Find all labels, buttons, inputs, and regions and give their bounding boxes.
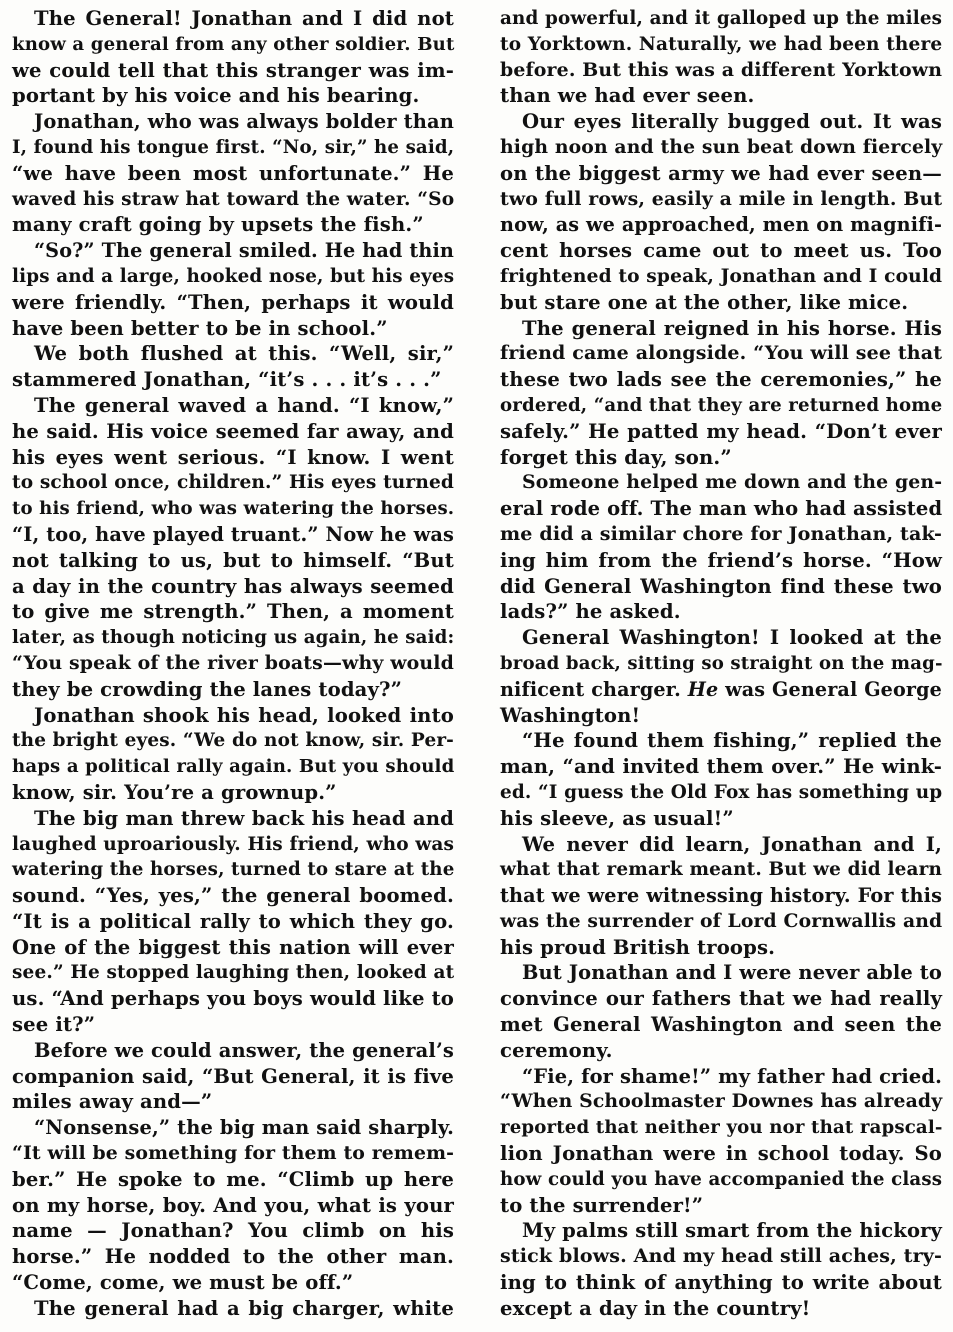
text-line: ceremony. [500,1038,613,1062]
text-line: the bright eyes. “We do not know, sir. Per- [12,730,454,752]
text-line: how could you have accompanied the class [500,1168,943,1190]
text-line: to Yorktown. Naturally, we had been there [500,33,943,55]
text-line: man, “and invited them over.” He wink- [500,755,942,779]
text-line: companion said, “But General, it is five [12,1064,454,1088]
text-line: The general waved a hand. “I know,” [34,393,454,417]
text-line: we could tell that this stranger was im- [12,58,454,82]
text-line: laughed uproariously. His friend, who was [12,833,455,855]
text-line: The General! Jonathan and I did not [34,7,454,30]
text-line: to give me strength.” Then, a moment [12,600,454,624]
text-line: frightened to speak, Jonathan and I could [500,265,943,287]
text-line: was the surrender of Lord Cornwallis and [500,909,943,932]
text-line: Our eyes literally bugged out. It was [522,110,942,134]
text-line: “When Schoolmaster Downes has already [500,1090,943,1113]
text-line: know a general from any other soldier. But [12,33,455,55]
text-line: lion Jonathan were in school today. So [500,1142,942,1166]
text-line: but stare one at the other, like mice. [500,290,909,314]
text-line: have been better to be in school.” [12,316,388,340]
text-line: than we had ever seen. [500,84,755,108]
text-line: Washington! [500,703,641,727]
text-line: his sleeve, as usual!” [500,806,734,830]
text-line: on the biggest army we had ever seen— [500,161,942,185]
text-line: reported that neither you nor that rapscal- [500,1117,943,1139]
text-line: name — Jonathan? You climb on his [12,1219,454,1243]
text-line: they be crowding the lanes today?” [12,677,403,701]
left-text-column [12,6,454,1322]
text-line: what that remark meant. But we did learn [500,859,942,881]
text-line: “we have been most unfortunate.” He [12,161,454,185]
text-line: eral rode off. The man who had assisted [500,497,943,521]
text-line: “It is a political rally to which they go. [12,909,454,933]
text-line: We never did learn, Jonathan and I, [522,832,942,856]
text-line: his proud British troops. [500,935,776,959]
text-line: stammered Jonathan, “it’s . . . it’s . . .” [12,368,442,392]
text-line: The general had a big charger, white [34,1296,454,1320]
text-line: he said. His voice seemed far away, and [12,419,454,443]
text-line: these two lads see the ceremonies,” he [500,368,942,392]
text-line: did General Washington find these two [500,574,942,598]
text-line: “Nonsense,” the big man said sharply. [34,1116,455,1140]
text-line: Jonathan, who was always bolder than [34,110,455,134]
text-line: that we were witnessing history. For this [500,884,943,908]
text-line: “It will be something for them to remem- [12,1142,455,1165]
text-line: The big man threw back his head and [34,806,454,830]
text-line: Someone helped me down and the gen- [522,471,943,494]
text-line: convince our fathers that we had really [500,987,942,1011]
right-text-column [500,6,942,1322]
text-line: later, as though noticing us again, he said: [12,627,455,649]
text-line: a day in the country has always seemed [12,574,454,598]
text-line: ing him from the friend’s horse. “How [500,548,942,572]
text-line: know, sir. You’re a grownup.” [12,780,337,804]
text-line: “You speak of the river boats—why would [12,651,454,674]
text-line: “Fie, for shame!” my father had cried. [522,1064,943,1088]
text-line: We both flushed at this. “Well, sir,” [34,342,454,366]
text-line: sound. “Yes, yes,” the general boomed. [12,884,454,908]
text-line: broad back, sitting so straight on the mag- [500,652,943,674]
text-line: “So?” The general smiled. He had thin [34,239,454,263]
text-line: two full rows, easily a mile in length. But [500,187,943,210]
text-line: Jonathan shook his head, looked into [34,703,454,727]
text-line: waved his straw hat toward the water. “So [12,188,455,210]
text-line: nificent charger. He was General George [500,677,942,701]
text-line: horse.” He nodded to the other man. [12,1245,454,1269]
text-line: I, found his tongue first. “No, sir,” he said, [12,136,455,158]
text-line: forget this day, son.” [500,445,732,469]
text-line: General Washington! I looked at the [522,626,942,650]
text-line: haps a political rally again. But you should [12,756,455,778]
text-line: high noon and the sun beat down fiercely [500,135,943,158]
text-line: One of the biggest this nation will ever [12,935,454,959]
text-line: to his friend, who was watering the horses. [12,498,455,520]
text-line: The general reigned in his horse. His [522,316,942,340]
text-line: “He found them fishing,” replied the [522,729,942,753]
text-line: on my horse, boy. And you, what is your [12,1193,454,1217]
text-line: met General Washington and seen the [500,1013,942,1037]
text-line: friend came alongside. “You will see that [500,342,943,365]
text-line: now, as we approached, men on magnifi- [500,213,943,237]
text-line: to the surrender!” [500,1193,704,1217]
text-line: ing to think of anything to write about [500,1271,942,1295]
text-line: ordered, “and that they are returned home [500,394,943,416]
text-line: portant by his voice and his bearing. [12,84,420,108]
text-line: “Come, come, we must be off.” [12,1271,354,1295]
text-line: Before we could answer, the general’s [34,1038,455,1062]
text-line: many craft going by upsets the fish.” [12,213,424,237]
text-line: to school once, children.” His eyes turned [12,472,454,494]
text-line: watering the horses, turned to stare at the [12,859,455,881]
text-line: were friendly. “Then, perhaps it would [12,290,454,314]
text-line: us. “And perhaps you boys would like to [12,987,454,1011]
text-line: not talking to us, but to himself. “But [12,548,454,572]
text-line: stick blows. And my head still aches, try- [500,1245,943,1268]
text-line: lips and a large, hooked nose, but his eyes [12,265,455,287]
text-line: me did a similar chore for Jonathan, tak- [500,522,943,545]
text-line: before. But this was a different Yorktown [500,58,943,81]
text-line: ed. “I guess the Old Fox has something up [500,781,943,803]
text-line: miles away and—” [12,1090,213,1114]
text-line: My palms still smart from the hickory [522,1219,943,1243]
text-line: ber.” He spoke to me. “Climb up here [12,1167,454,1191]
text-line: see.” He stopped laughing then, looked at [12,962,455,984]
text-line: cent horses came out to meet us. Too [500,239,942,263]
text-line: except a day in the country! [500,1296,811,1320]
text-line: see it?” [12,1013,96,1037]
text-line: safely.” He patted my head. “Don’t ever [500,419,942,443]
text-line: But Jonathan and I were never able to [522,961,942,985]
text-line: and powerful, and it galloped up the miles [500,8,943,29]
text-line: “I, too, have played truant.” Now he was [12,522,455,546]
text-line: lads?” he asked. [500,600,681,624]
text-line: his eyes went serious. “I know. I went [12,445,454,469]
